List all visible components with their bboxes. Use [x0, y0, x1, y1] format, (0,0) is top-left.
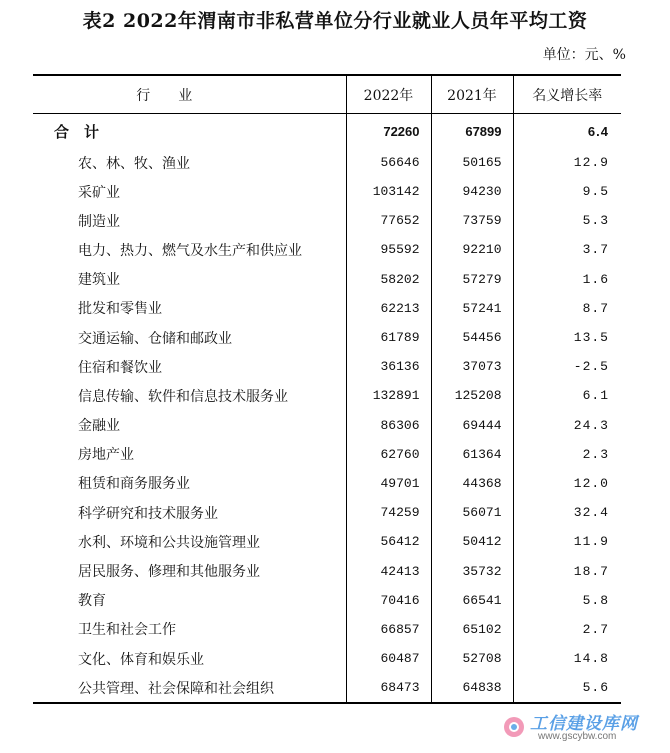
row-industry: 批发和零售业: [78, 301, 162, 318]
header-industry: 行 业: [33, 75, 346, 114]
total-row: [33, 114, 621, 149]
header-row: [33, 75, 621, 114]
row-2022: 86306: [346, 411, 431, 440]
row-2021: 52708: [431, 644, 513, 673]
row-2021: 69444: [431, 411, 513, 440]
row-2022: 103142: [346, 177, 431, 206]
row-growth-rate: 18.7: [513, 556, 621, 585]
table-row: [33, 586, 621, 615]
row-2022: 132891: [346, 381, 431, 410]
total-label: 合 计: [54, 122, 100, 141]
row-growth-rate: 12.0: [513, 469, 621, 498]
row-2022: 42413: [346, 556, 431, 585]
row-industry: 制造业: [78, 213, 120, 230]
row-2021: 125208: [431, 381, 513, 410]
row-growth-rate: 12.9: [513, 148, 621, 177]
table-row: [33, 615, 621, 644]
row-2022: 49701: [346, 469, 431, 498]
row-growth-rate: 1.6: [513, 265, 621, 294]
row-growth-rate: 11.9: [513, 527, 621, 556]
row-2021: 61364: [431, 440, 513, 469]
table-row: [33, 469, 621, 498]
row-industry: 金融业: [78, 418, 120, 435]
row-2021: 66541: [431, 586, 513, 615]
row-growth-rate: 24.3: [513, 411, 621, 440]
row-growth-rate: 5.6: [513, 673, 621, 703]
row-2022: 61789: [346, 323, 431, 352]
row-industry: 水利、环境和公共设施管理业: [78, 534, 260, 551]
row-industry: 采矿业: [78, 184, 120, 201]
row-industry: 交通运输、仓储和邮政业: [78, 330, 232, 347]
total-growth-rate: 6.4: [513, 114, 621, 149]
table-row: [33, 644, 621, 673]
row-industry: 公共管理、社会保障和社会组织: [33, 673, 346, 703]
wage-table: [33, 74, 621, 704]
table-row: [33, 498, 621, 527]
row-2021: 73759: [431, 206, 513, 235]
row-growth-rate: 2.7: [513, 615, 621, 644]
row-2022: 77652: [346, 206, 431, 235]
row-industry: 文化、体育和娱乐业: [78, 651, 204, 668]
header-2022: 2022年: [346, 75, 431, 114]
row-industry: 教育: [78, 593, 106, 610]
row-industry: 建筑业: [78, 272, 120, 289]
row-industry: 农、林、牧、渔业: [78, 155, 190, 172]
row-2021: 65102: [431, 615, 513, 644]
row-industry: 住宿和餐饮业: [78, 359, 162, 376]
row-2021: 57241: [431, 294, 513, 323]
table-row: [33, 265, 621, 294]
row-industry: 电力、热力、燃气及水生产和供应业: [78, 242, 302, 259]
row-growth-rate: 8.7: [513, 294, 621, 323]
table-row: [33, 673, 621, 703]
row-growth-rate: 6.1: [513, 381, 621, 410]
row-2022: 36136: [346, 352, 431, 381]
row-2022: 62213: [346, 294, 431, 323]
total-2022: 72260: [346, 114, 431, 149]
row-2022: 70416: [346, 586, 431, 615]
table-row: [33, 206, 621, 235]
row-2021: 54456: [431, 323, 513, 352]
row-growth-rate: 2.3: [513, 440, 621, 469]
row-growth-rate: 13.5: [513, 323, 621, 352]
row-growth-rate: 5.8: [513, 586, 621, 615]
header-2021: 2021年: [431, 75, 513, 114]
row-growth-rate: 5.3: [513, 206, 621, 235]
row-industry: 房地产业: [78, 447, 134, 464]
row-2021: 57279: [431, 265, 513, 294]
row-2022: 56646: [346, 148, 431, 177]
header-growth-rate: 名义增长率: [513, 75, 621, 114]
row-2022: 68473: [346, 673, 431, 703]
row-industry: 居民服务、修理和其他服务业: [78, 564, 260, 581]
watermark: [500, 707, 660, 747]
table-row: [33, 294, 621, 323]
table-row: [33, 177, 621, 206]
row-2021: 35732: [431, 556, 513, 585]
row-2021: 37073: [431, 352, 513, 381]
row-2021: 92210: [431, 235, 513, 264]
total-2021: 67899: [431, 114, 513, 149]
table-title: 表2 2022年渭南市非私营单位分行业就业人员年平均工资: [82, 10, 588, 32]
table-row: [33, 352, 621, 381]
table-row: [33, 556, 621, 585]
row-industry: 租赁和商务服务业: [78, 476, 190, 493]
row-2022: 60487: [346, 644, 431, 673]
unit-note: 单位：元、%: [542, 47, 626, 63]
row-2021: 56071: [431, 498, 513, 527]
watermark-url: www.gscybw.com: [538, 731, 617, 742]
row-2021: 44368: [431, 469, 513, 498]
table-row: [33, 148, 621, 177]
table-row: [33, 381, 621, 410]
row-2022: 58202: [346, 265, 431, 294]
row-growth-rate: 32.4: [513, 498, 621, 527]
row-industry: 卫生和社会工作: [78, 622, 176, 639]
table-row: [33, 440, 621, 469]
row-industry: 信息传输、软件和信息技术服务业: [78, 388, 288, 405]
row-2022: 56412: [346, 527, 431, 556]
row-2022: 66857: [346, 615, 431, 644]
row-industry: 科学研究和技术服务业: [78, 505, 218, 522]
row-growth-rate: 14.8: [513, 644, 621, 673]
table-row: [33, 411, 621, 440]
watermark-name: 工信建设库网: [530, 714, 638, 734]
row-2022: 74259: [346, 498, 431, 527]
row-2021: 64838: [431, 673, 513, 703]
row-2022: 62760: [346, 440, 431, 469]
row-2021: 94230: [431, 177, 513, 206]
row-growth-rate: 3.7: [513, 235, 621, 264]
watermark-logo-icon: [502, 715, 526, 739]
table-row: [33, 527, 621, 556]
table-row: [33, 235, 621, 264]
row-growth-rate: -2.5: [513, 352, 621, 381]
row-2021: 50412: [431, 527, 513, 556]
row-growth-rate: 9.5: [513, 177, 621, 206]
row-2021: 50165: [431, 148, 513, 177]
table-row: [33, 323, 621, 352]
row-2022: 95592: [346, 235, 431, 264]
